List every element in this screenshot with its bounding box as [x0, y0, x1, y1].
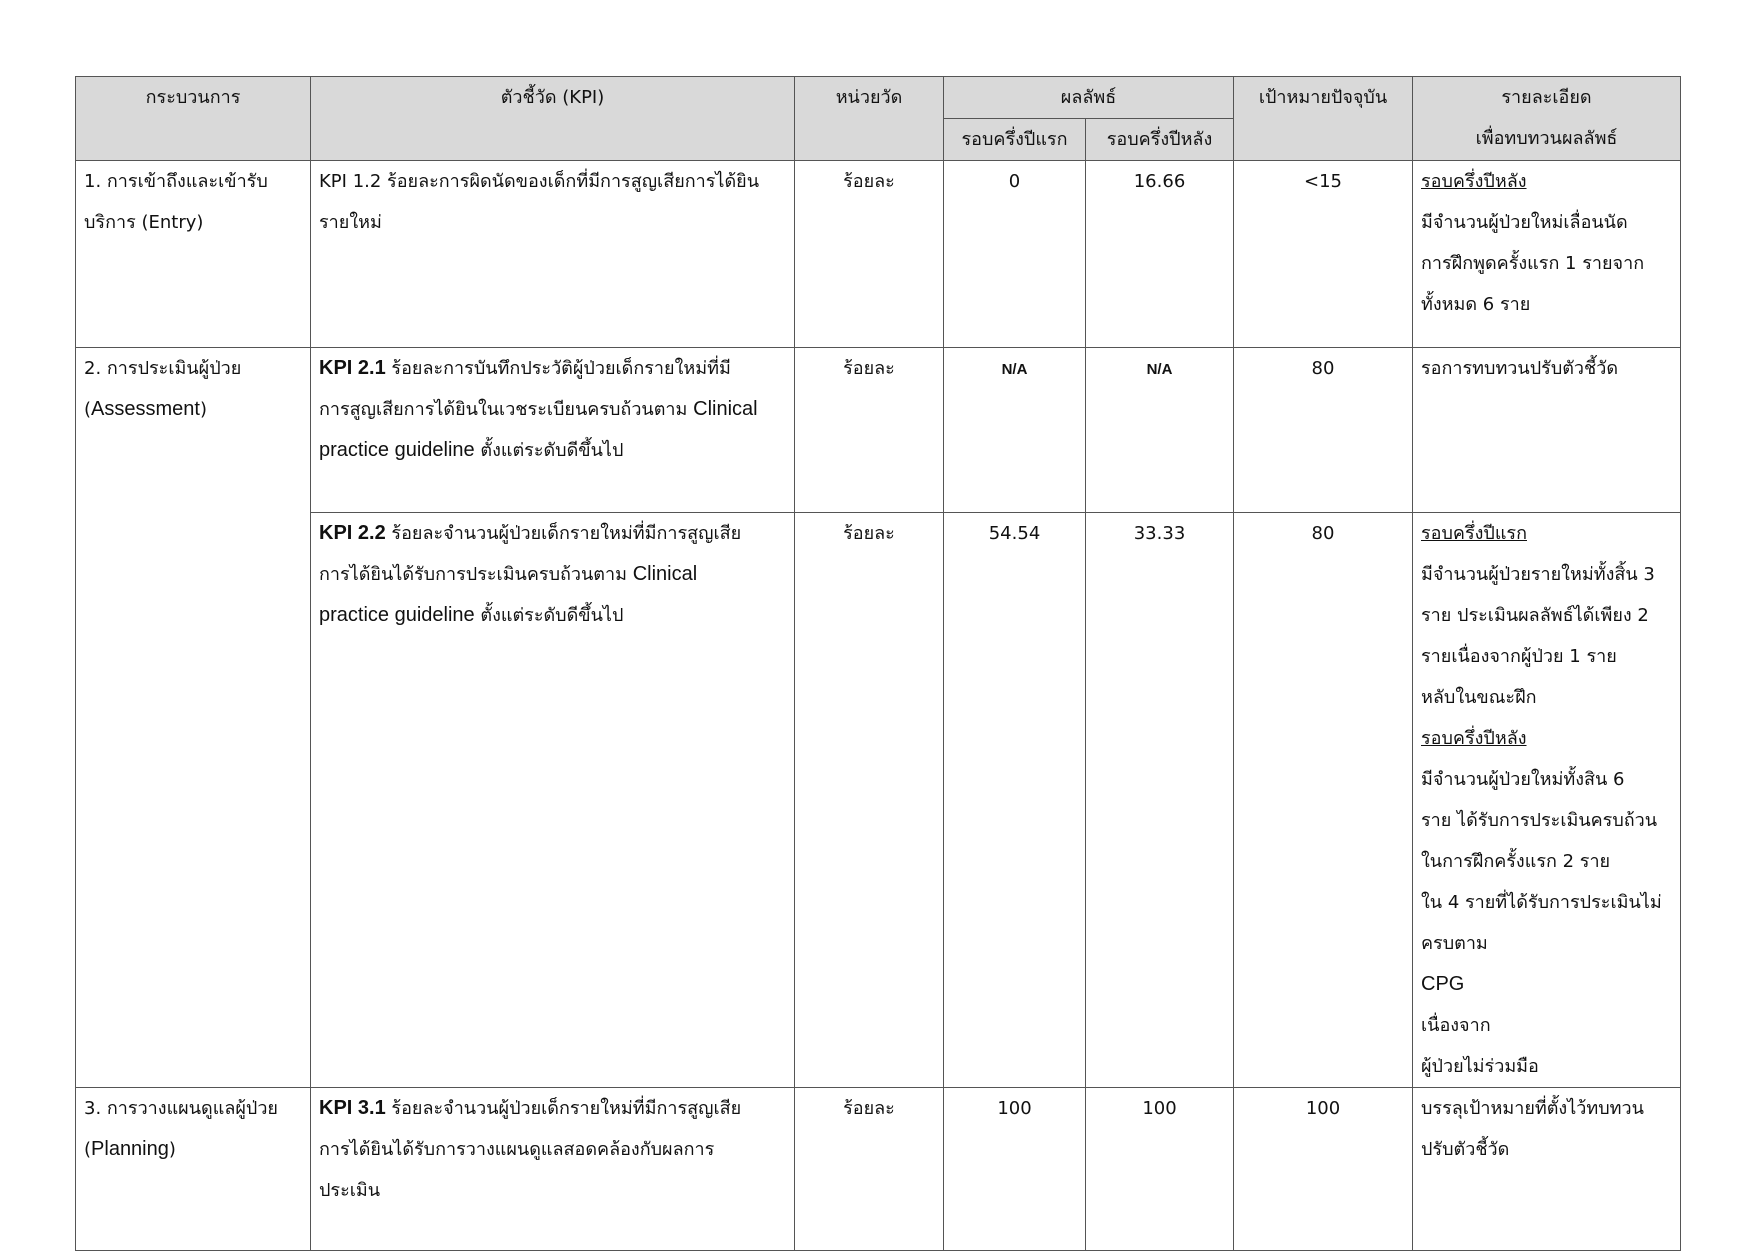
detail-heading: รอบครึ่งปีหลัง — [1421, 171, 1527, 192]
unit-cell: ร้อยละ — [795, 513, 944, 1088]
first-half-cell: 100 — [944, 1088, 1086, 1251]
header-kpi: ตัวชี้วัด (KPI) — [311, 77, 795, 161]
header-second-half: รอบครึ่งปีหลัง — [1086, 119, 1234, 161]
table-row — [76, 348, 1681, 513]
kpi-code: KPI 2.2 — [319, 522, 386, 544]
header-results: ผลลัพธ์ — [944, 77, 1234, 119]
kpi-table — [75, 76, 1681, 1251]
header-target: เป้าหมายปัจจุบัน — [1234, 77, 1413, 161]
process-cell: 1. การเข้าถึงและเข้ารับ บริการ (Entry) — [76, 161, 311, 348]
process-cell: 3. การวางแผนดูแลผู้ป่วย (Planning) — [76, 1088, 311, 1251]
second-half-cell: N/A — [1086, 348, 1234, 513]
detail-cell: รอการทบทวนปรับตัวชี้วัด — [1413, 348, 1681, 513]
detail-heading: รอบครึ่งปีหลัง — [1421, 728, 1527, 749]
detail-cell: รอบครึ่งปีแรก มีจำนวนผู้ป่วยรายใหม่ทั้งสิ้น 3 ราย ประเมินผลลัพธ์ได้เพียง 2 รายเนื่องจากผู้ป่วย 1 ราย หลับในขณะฝึก รอบครึ่งปีหลัง มีจำนวนผู้ป่วยใหม่ทั้งสิน 6 ราย ได้รับการประเมินครบถ้วน ในการฝึกครั้งแรก 2 ราย ใน 4 รายที่ได้รับการประเมินไม่ ครบตาม CPG เนื่องจาก ผู้ป่วยไม่ร่วมมือ — [1413, 513, 1681, 1088]
second-half-cell: 16.66 — [1086, 161, 1234, 348]
kpi-code: KPI 2.1 — [319, 357, 386, 379]
target-cell: 80 — [1234, 513, 1413, 1088]
header-detail: รายละเอียด เพื่อทบทวนผลลัพธ์ — [1413, 77, 1681, 161]
process-cell: 2. การประเมินผู้ป่วย (Assessment) — [76, 348, 311, 1088]
kpi-cell: KPI 3.1 ร้อยละจำนวนผู้ป่วยเด็กรายใหม่ที่มีการสูญเสีย การได้ยินได้รับการวางแผนดูแลสอดคล้องกับผลการ ประเมิน — [311, 1088, 795, 1251]
first-half-cell: 54.54 — [944, 513, 1086, 1088]
table-row — [76, 513, 1681, 1088]
kpi-code: KPI 3.1 — [319, 1097, 386, 1119]
detail-cell: บรรลุเป้าหมายที่ตั้งไว้ทบทวน ปรับตัวชี้วัด — [1413, 1088, 1681, 1251]
unit-cell: ร้อยละ — [795, 1088, 944, 1251]
table-header — [76, 77, 1681, 161]
table-row — [76, 1088, 1681, 1251]
target-cell: 100 — [1234, 1088, 1413, 1251]
header-first-half: รอบครึ่งปีแรก — [944, 119, 1086, 161]
kpi-cell: KPI 1.2 ร้อยละการผิดนัดของเด็กที่มีการสูญเสียการได้ยิน รายใหม่ — [311, 161, 795, 348]
detail-cell: รอบครึ่งปีหลัง มีจำนวนผู้ป่วยใหม่เลื่อนนัด การฝึกพูดครั้งแรก 1 รายจาก ทั้งหมด 6 ราย — [1413, 161, 1681, 348]
kpi-cell: KPI 2.2 ร้อยละจำนวนผู้ป่วยเด็กรายใหม่ที่มีการสูญเสีย การได้ยินได้รับการประเมินครบถ้วนตาม Clinical practice guideline ตั้งแต่ระดับดีขึ้นไป — [311, 513, 795, 1088]
target-cell: 80 — [1234, 348, 1413, 513]
unit-cell: ร้อยละ — [795, 161, 944, 348]
detail-heading: รอบครึ่งปีแรก — [1421, 523, 1527, 544]
table-row — [76, 161, 1681, 348]
first-half-cell: N/A — [944, 348, 1086, 513]
unit-cell: ร้อยละ — [795, 348, 944, 513]
header-unit: หน่วยวัด — [795, 77, 944, 161]
header-process: กระบวนการ — [76, 77, 311, 161]
target-cell: <15 — [1234, 161, 1413, 348]
kpi-cell: KPI 2.1 ร้อยละการบันทึกประวัติผู้ป่วยเด็กรายใหม่ที่มี การสูญเสียการได้ยินในเวชระเบียนครบถ้วนตาม Clinical practice guideline ตั้งแต่ระดับดีขึ้นไป — [311, 348, 795, 513]
first-half-cell: 0 — [944, 161, 1086, 348]
kpi-code: KPI 1.2 — [319, 171, 382, 192]
second-half-cell: 33.33 — [1086, 513, 1234, 1088]
second-half-cell: 100 — [1086, 1088, 1234, 1251]
